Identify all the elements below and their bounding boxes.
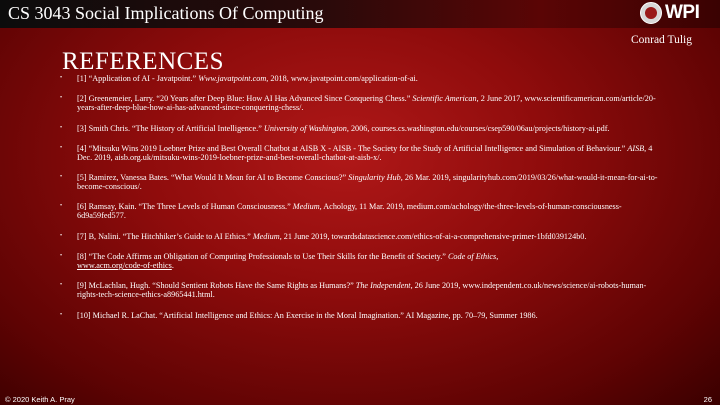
bullet-icon: • [60,253,63,260]
reference-text: [7] B, Nalini. “The Hitchhiker’s Guide to AI Ethics.” [77,231,253,241]
reference-details: , 21 June 2019, towardsdatascience.com/ethics-of-ai-a-comprehensive-primer-1bfd039124b0. [279,231,587,241]
reference-item [60,252,660,270]
reference-source: Scientific American [412,94,477,104]
reference-details: , 2006, courses.cs.washington.edu/courses/csep590/06au/projects/history-ai.pdf. [346,123,610,133]
page-title: REFERENCES [62,48,224,75]
header-bar [0,0,720,28]
reference-item [60,232,660,241]
reference-source: University of Washington [263,123,347,133]
reference-source: The Independent [355,281,411,291]
reference-item [60,173,660,191]
bullet-icon: • [60,311,63,318]
reference-source: Medium [292,202,320,212]
reference-text: [8] “The Code Affirms an Obligation of Computing Professionals to Use Their Skills for the Benefit of Society.” [77,252,448,262]
reference-source: Singularity Hub [348,173,401,183]
reference-text: [4] “Mitsuku Wins 2019 Loebner Prize and Best Overall Chatbot at AISB X - AISB - The Society for the Study of Artificial Intelligence and Simulation of Behaviour.” [77,143,628,153]
reference-details: , 26 June 2019, www.independent.co.uk/news/science/ai-robots-human-rights-tech-science-ethics-a8965441.html. [77,281,647,300]
bullet-icon: • [60,232,63,239]
reference-item [60,202,660,220]
reference-item [60,281,660,299]
reference-details: , 4 Dec. 2019, aisb.org.uk/mitsuku-wins-2019-loebner-prize-and-best-overall-chatbot-at-aisb-x/. [77,143,653,162]
reference-details: , 2018, www.javatpoint.com/application-of-ai. [266,74,418,83]
footer-copyright: © 2020 Keith A. Pray [5,395,75,404]
wpi-seal-icon [640,2,662,24]
wpi-logo [638,2,718,26]
reference-source: Code of Ethics [447,252,497,262]
wpi-logo-text: WPI [665,2,700,23]
reference-text: [3] Smith Chris. “The History of Artificial Intelligence.” [77,123,264,133]
bullet-icon: • [60,144,63,151]
reference-text: [9] McLachlan, Hugh. “Should Sentient Robots Have the Same Rights as Humans?” [77,281,356,291]
author-name: Conrad Tulig [630,34,692,46]
reference-item [60,311,660,320]
reference-item [60,74,660,83]
course-title: CS 3043 Social Implications Of Computing [8,3,324,23]
reference-item [60,124,660,133]
reference-text: [6] Ramsay, Kain. “The Three Levels of Human Consciousness.” [77,202,293,212]
reference-list [60,74,660,331]
reference-source: AISB [627,143,645,153]
reference-source: Medium [252,231,280,241]
reference-item [60,94,660,112]
bullet-icon: • [60,75,63,81]
reference-item [60,144,660,162]
bullet-icon: • [60,282,63,289]
bullet-icon: • [60,203,63,210]
reference-text: [10] Michael R. LaChat. “Artificial Intelligence and Ethics: An Exercise in the Moral Imagination.” AI Magazine, pp. 70–79, Summer 1986. [77,310,538,320]
bullet-icon: • [60,124,63,131]
bullet-icon: • [60,95,63,102]
reference-details: , Achology, 11 Mar. 2019, medium.com/achology/the-three-levels-of-human-consciousness-6d9a59fed577. [77,202,622,221]
bullet-icon: • [60,174,63,181]
reference-source: Www.javatpoint.com [198,74,267,83]
reference-tail: . [171,261,174,271]
reference-details: , 2 June 2017, www.scientificamerican.com/article/20-years-after-deep-blue-how-ai-has-advanced-since-conquering-chess/. [77,94,656,113]
page-number: 26 [703,395,712,404]
reference-details: , [496,252,499,262]
reference-text: [2] Greenemeier, Larry. “20 Years after Deep Blue: How AI Has Advanced Since Conquering Chess.” [77,94,413,104]
reference-text: [5] Ramirez, Vanessa Bates. “What Would It Mean for AI to Become Conscious?” [77,173,349,183]
reference-details: , 26 Mar. 2019, singularityhub.com/2019/03/26/what-would-it-mean-for-ai-to-become-conscious/. [77,173,658,192]
acm-code-of-ethics-link[interactable]: www.acm.org/code-of-ethics [77,261,172,271]
reference-text: [1] “Application of AI - Javatpoint.” [77,74,199,83]
